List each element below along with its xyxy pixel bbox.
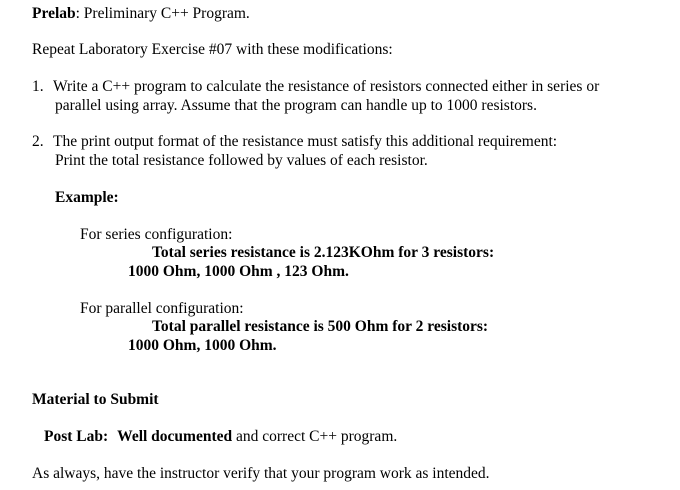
item-2-number: 2.: [32, 133, 44, 150]
postlab-line: [44, 428, 397, 446]
prelab-line: [32, 5, 250, 23]
series-line-1: Total series resistance is 2.123KOhm for 3 resistors:: [152, 244, 495, 261]
postlab-bold: Well documented: [117, 428, 233, 445]
item-1-line-1: Write a C++ program to calculate the resistance of resistors connected either in series or: [53, 78, 600, 95]
series-line-2: 1000 Ohm, 1000 Ohm , 123 Ohm.: [128, 263, 349, 280]
prelab-text: : Preliminary C++ Program.: [75, 5, 250, 22]
item-1-line-2: parallel using array. Assume that the program can handle up to 1000 resistors.: [55, 97, 537, 114]
intro-text: Repeat Laboratory Exercise #07 with these modifications:: [32, 41, 393, 58]
prelab-label: Prelab: [32, 5, 76, 22]
closing-text: As always, have the instructor verify that your program work as intended.: [32, 465, 490, 482]
item-2-line-1: The print output format of the resistance must satisfy this additional requirement:: [53, 133, 558, 150]
postlab-rest: and correct C++ program.: [232, 428, 398, 445]
material-heading: Material to Submit: [32, 391, 159, 408]
parallel-line-1: Total parallel resistance is 500 Ohm for 2 resistors:: [152, 318, 489, 335]
series-label: For series configuration:: [80, 226, 233, 243]
parallel-label: For parallel configuration:: [80, 300, 244, 317]
postlab-label: Post Lab:: [44, 428, 109, 445]
parallel-line-2: 1000 Ohm, 1000 Ohm.: [128, 337, 277, 354]
item-1-number: 1.: [32, 78, 44, 95]
example-heading: Example:: [55, 189, 119, 206]
item-2-line-2: Print the total resistance followed by values of each resistor.: [55, 152, 428, 169]
